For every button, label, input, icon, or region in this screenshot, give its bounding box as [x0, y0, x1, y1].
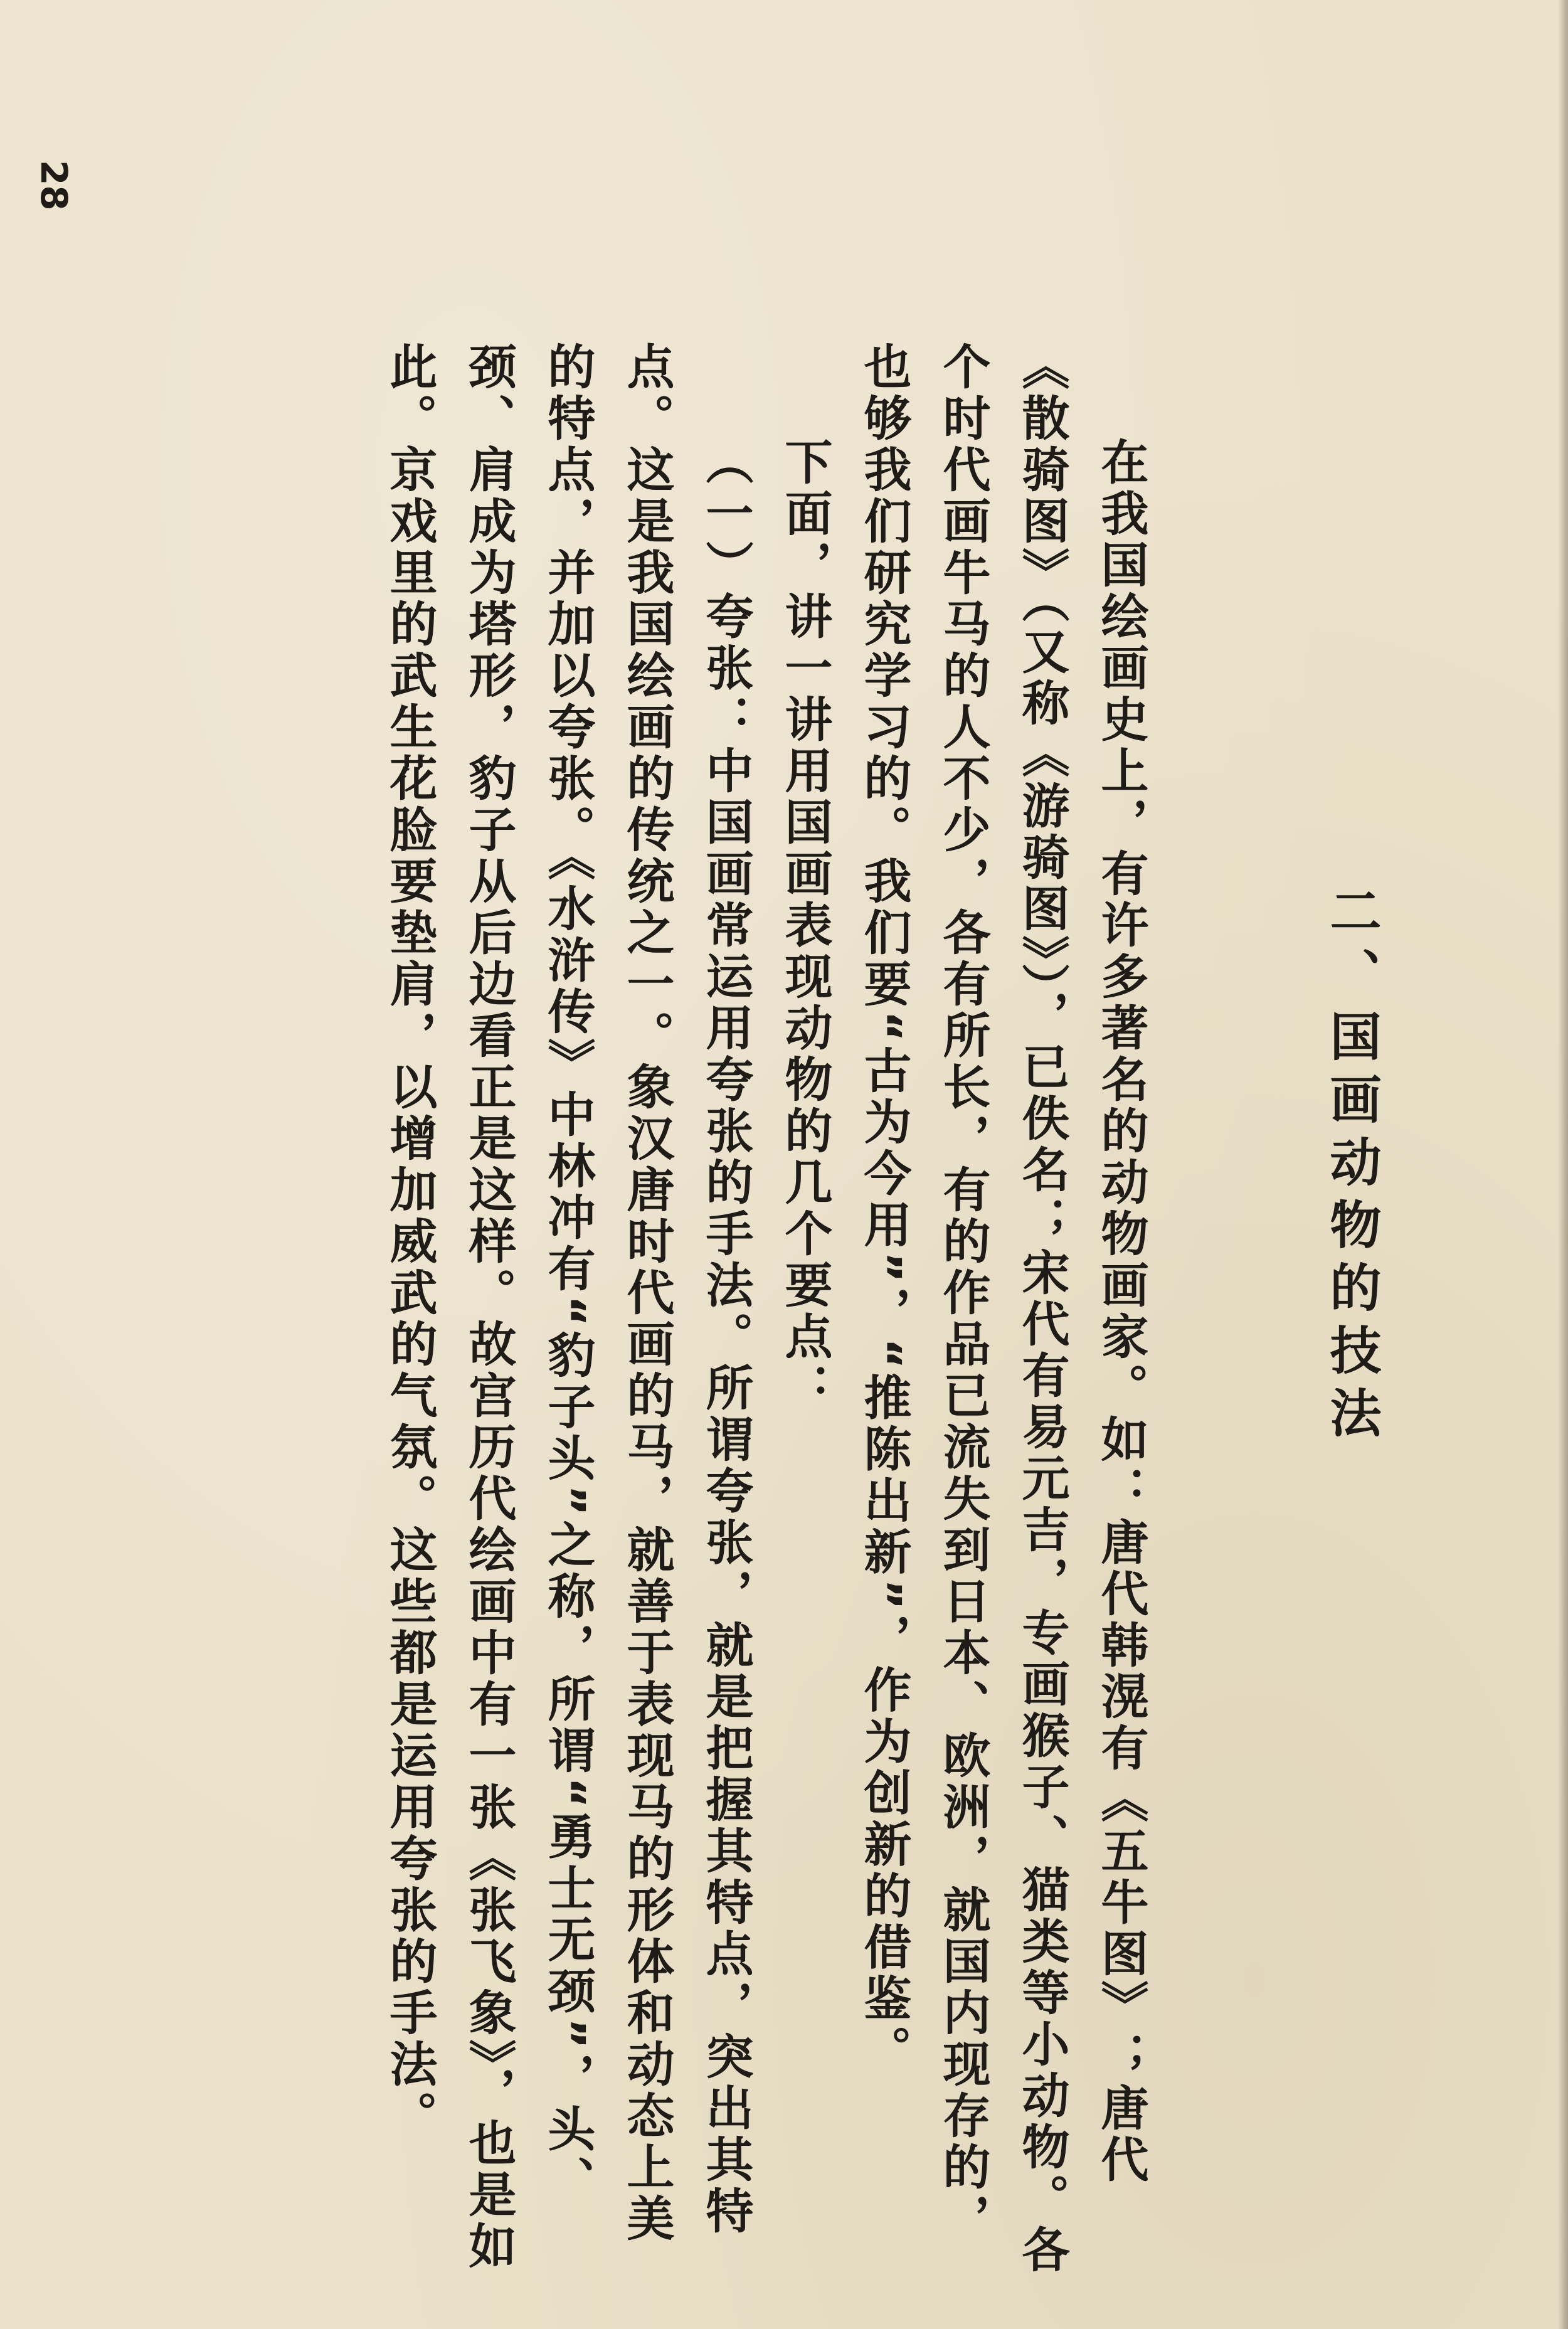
section-title: 二、国画动物的技法	[1322, 884, 1381, 1449]
body-text	[207, 342, 1160, 2280]
paragraph-2: 下面，讲一讲用国画表现动物的几个要点：	[777, 437, 833, 1414]
paragraph-1: 在我国绘画史上，有许多著名的动物画家。如：唐代韩滉有《五牛图》；唐代《散骑图》（又称《游骑图》），已佚名；宋代有易元吉，专画猴子、猫类等小动物。各个时代画牛马的人不少，各有所长，有的作品已流失到日本、欧洲，就国内现存的，也够我们研究学习的。我们要“古为今用”，“推陈出新”，作为创新的借鉴。	[856, 342, 1149, 2276]
paragraph-3	[370, 342, 765, 2280]
subsection-text: 中国画常运用夸张的手法。所谓夸张，就是把握其特点，突出其特点。这是我国绘画的传统之一。象汉唐时代画的马，就善于表现马的形体和动态上美的特点，并加以夸张。《水浒传》中林冲有“豹子头”之称，所谓“勇士无颈”，头、颈、肩成为塔形，豹子从后边看正是这样。故宫历代绘画中有一张《张飞象》，也是如此。京戏里的武生花脸要垫肩，以增加威武的气氛。这些都是运用夸张的手法。	[382, 342, 754, 2273]
page-edge-shadow	[1558, 0, 1568, 2329]
subsection-heading: （一）夸张：	[698, 437, 754, 746]
page-number: 28	[33, 160, 75, 211]
